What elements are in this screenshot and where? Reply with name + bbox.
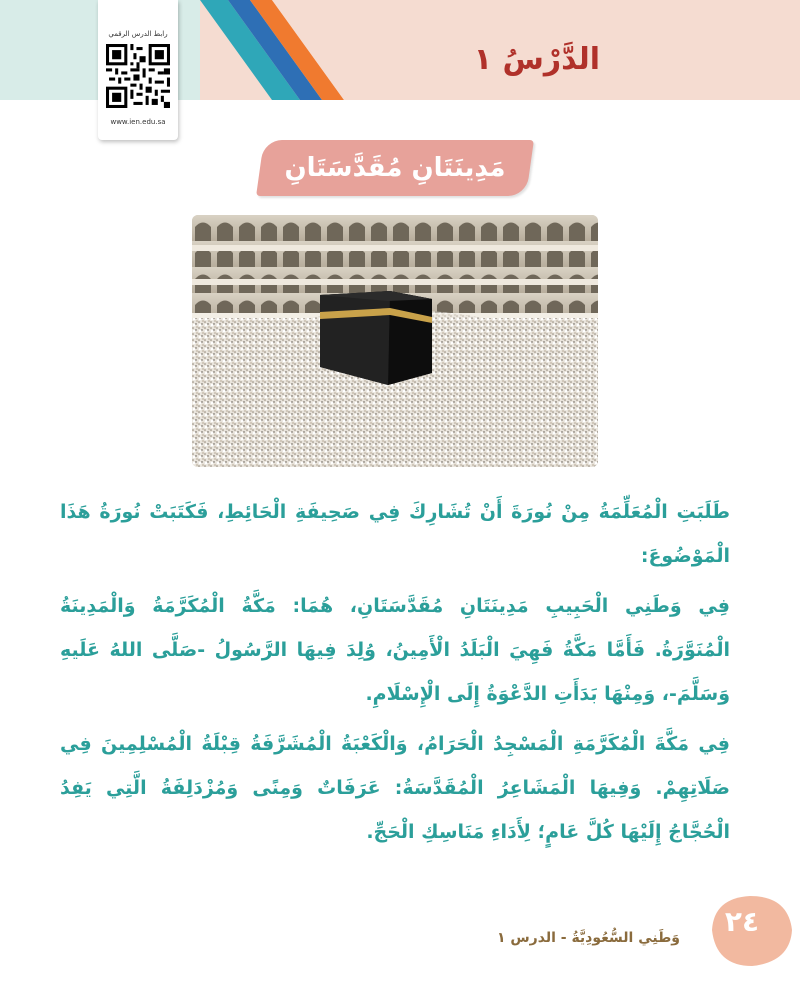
qr-caption: رابط الدرس الرقمي — [108, 30, 168, 38]
qr-code-icon[interactable] — [106, 44, 170, 108]
page-number: ٢٤ — [724, 905, 760, 938]
kaaba-photo — [192, 215, 598, 467]
page-title: مَدِينَتَانِ مُقَدَّسَتَانِ — [284, 153, 506, 183]
paragraph-makkah: فِي مَكَّةَ الْمُكَرَّمَةِ الْمَسْجِدُ الْحَرَامُ، وَالْكَعْبَةُ الْمُشَرَّفَةُ قِبْلَةُ الْمُسْلِمِينَ فِي صَلَاتِهِمْ. وَفِيهَا الْمَشَاعِرُ الْمُقَدَّسَةُ: عَرَفَاتٌ وَمِنًى وَمُزْدَلِفَةُ الَّتِي يَفِدُ الْحُجَّاجُ إِلَيْهَا كُلَّ عَامٍ؛ لِأَدَاءِ مَنَاسِكِ الْحَجِّ. — [60, 733, 730, 843]
lesson-title: الدَّرْسُ ١ — [473, 42, 600, 77]
paragraph-intro: طَلَبَتِ الْمُعَلِّمَةُ مِنْ نُورَةَ أَنْ تُشَارِكَ فِي صَحِيفَةِ الْحَائِطِ، فَكَتَبَتْ نُورَةُ هَذَا الْمَوْضُوعَ: — [60, 501, 730, 567]
footer-text: وَطَنِي السُّعُودِيَّةُ - الدرس ١ — [496, 930, 680, 946]
body-text — [60, 490, 730, 860]
qr-card[interactable] — [98, 0, 178, 140]
paragraph-two-cities: فِي وَطَنِي الْحَبِيبِ مَدِينَتَانِ مُقَدَّسَتَانِ، هُمَا: مَكَّةُ الْمُكَرَّمَةُ وَالْمَدِينَةُ الْمُنَوَّرَةُ. فَأَمَّا مَكَّةُ فَهِيَ الْبَلَدُ الْأَمِينُ، وُلِدَ فِيهَا الرَّسُولُ -صَلَّى اللهُ عَلَيهِ وَسَلَّمَ-، وَمِنْهَا بَدَأَتِ الدَّعْوَةُ إِلَى الْإِسْلَامِ. — [60, 595, 730, 705]
qr-url[interactable]: www.ien.edu.sa — [110, 118, 166, 126]
